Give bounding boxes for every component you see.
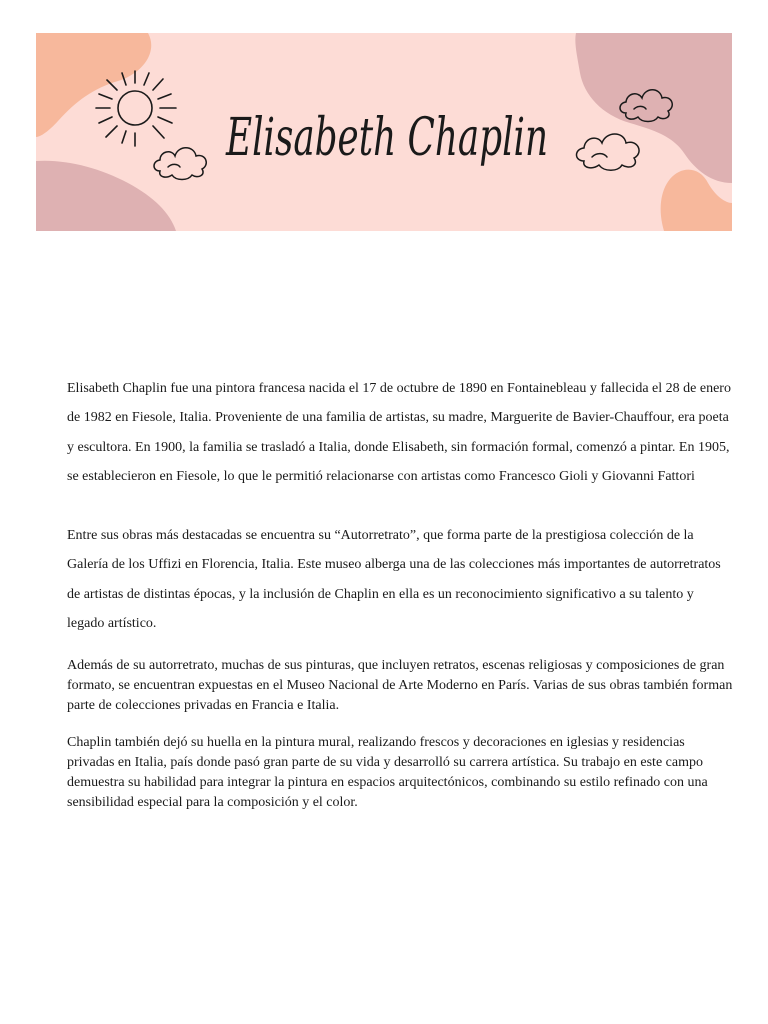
page-title: Elisabeth Chaplin <box>225 108 549 168</box>
paragraph-murals: Chaplin también dejó su huella en la pintura mural, realizando frescos y decoraciones en iglesias y residencias privadas en Italia, país donde pasó gran parte de su vida y desarrolló su carrera artística. Su trabajo en este campo demuestra su habilidad para integrar la pintura en espacios arquitectónicos, combinando su estilo refinado con una sensibilidad especial para la composición y el color. <box>67 735 708 811</box>
title-container <box>36 33 732 231</box>
header-banner <box>36 33 732 231</box>
paragraph-works-exhibited: Además de su autorretrato, muchas de sus pinturas, que incluyen retratos, escenas religiosas y composiciones de gran formato, se encuentran expuestas en el Museo Nacional de Arte Moderno en París. Varias de sus obras también forman parte de colecciones privadas en Francia e Italia. <box>67 658 733 714</box>
paragraph-autorretrato: Entre sus obras más destacadas se encuentra su “Autorretrato”, que forma parte de la prestigiosa colección de la Galería de los Uffizi en Florencia, Italia. Este museo alberga una de las colecciones más importantes de autorretratos de artistas de distintas épocas, y la inclusión de Chaplin en ella es un reconocimiento significativo a su talento y legado artístico. <box>67 528 721 632</box>
paragraph-biography: Elisabeth Chaplin fue una pintora francesa nacida el 17 de octubre de 1890 en Fontainebleau y fallecida el 28 de enero de 1982 en Fiesole, Italia. Proveniente de una familia de artistas, su madre, Marguerite de Bavier-Chauffour, era poeta y escultora. En 1900, la familia se trasladó a Italia, donde Elisabeth, sin formación formal, comenzó a pintar. En 1905, se establecieron en Fiesole, lo que le permitió relacionarse con artistas como Francesco Gioli y Giovanni Fattori <box>67 381 731 484</box>
article-body <box>67 374 733 813</box>
